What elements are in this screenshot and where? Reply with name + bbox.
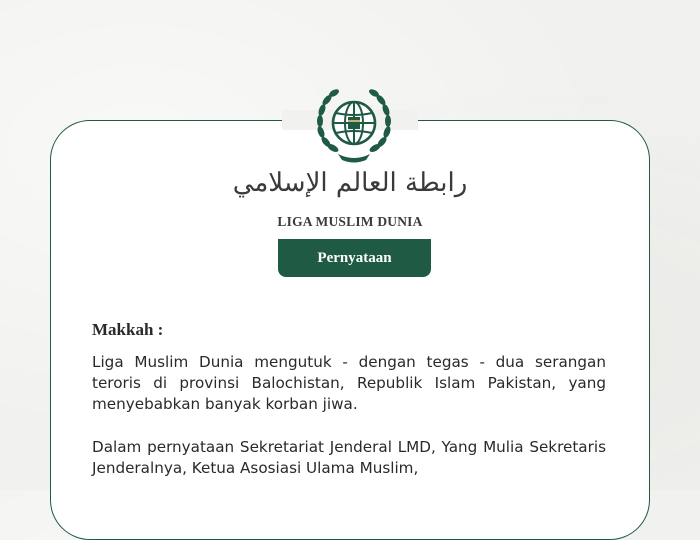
arabic-org-name: رابطة العالم الإسلامي: [232, 168, 468, 198]
org-name: LIGA MUSLIM DUNIA: [277, 214, 423, 229]
location-heading: Makkah :: [92, 320, 164, 339]
document-type-label: Pernyataan: [278, 239, 431, 277]
statement-body: [92, 320, 606, 501]
globe-laurel-emblem-icon: [312, 86, 396, 166]
paragraph-1: Liga Muslim Dunia mengutuk - dengan tegas - dua serangan teroris di provinsi Balochistan, Republik Islam Pakistan, yang menyebabkan banyak korban jiwa.: [92, 353, 606, 413]
paragraph-2: Dalam pernyataan Sekretariat Jenderal LMD, Yang Mulia Sekretaris Jenderalnya, Ketua Asosiasi Ulama Muslim,: [92, 438, 606, 477]
